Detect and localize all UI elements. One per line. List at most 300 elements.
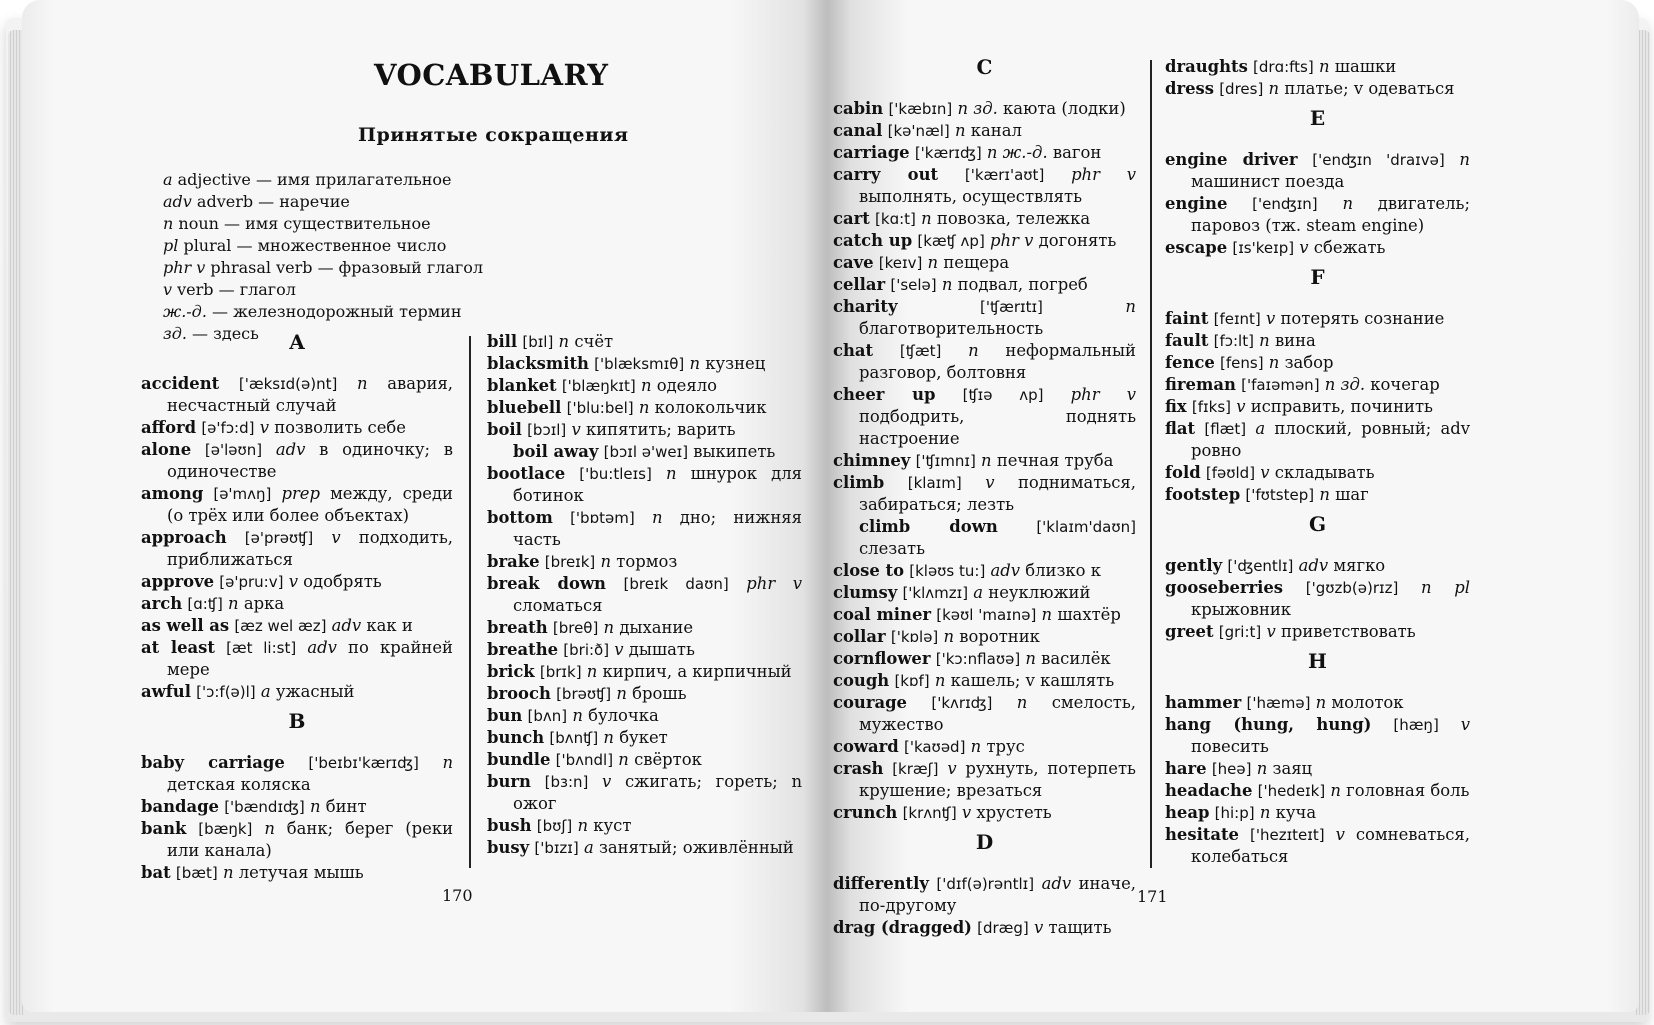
entry-headword: bush [487,816,532,835]
entry-headword: arch [141,594,183,613]
entry-pronunciation: ['enʤɪn 'draɪvə] [1312,151,1445,169]
abbreviation-text: plural — множественное число [178,236,447,255]
entry-pronunciation: [bʌn] [527,707,568,725]
entry-definition: василёк [1041,649,1111,668]
entry-part-of-speech: a [973,583,984,602]
entry-headword: cough [833,671,890,690]
entry-definition: шаг [1335,485,1369,504]
entry-part-of-speech: n [1259,803,1271,822]
entry-definition: позволить себе [274,418,407,437]
entry-part-of-speech: n [577,816,589,835]
entry-definition: слезать [859,539,925,558]
vocab-entry [487,683,802,705]
entry-part-of-speech: v [1460,715,1470,734]
abbreviation-text: verb — глагол [172,280,296,299]
entry-definition: близко к [1025,561,1101,580]
entry-headword: crash [833,759,884,778]
entry-part-of-speech: v [602,772,612,791]
vocab-entry [487,353,802,375]
entry-definition: вина [1274,331,1316,350]
entry-pronunciation: ['kɔ:nflaʊə] [935,650,1021,668]
vocab-entry [1165,484,1470,506]
entry-part-of-speech: phr v [1071,165,1136,184]
entry-definition: дышать [628,640,695,659]
vocab-entry [833,516,1136,560]
entry-pronunciation: [fens] [1220,354,1264,372]
entry-definition: воротник [959,627,1040,646]
entry-pronunciation: [bæŋk] [198,820,253,838]
entry-pronunciation: ['kɒlə] [890,628,939,646]
entry-headword: hammer [1165,693,1242,712]
entry-headword: flat [1165,419,1196,438]
page-number-left: 170 [442,886,473,905]
vocab-entry [141,571,453,593]
entry-pronunciation: [kəʊl 'maɪnə] [936,606,1037,624]
entry-pronunciation: [ɑ:ʧ] [187,595,223,613]
entry-pronunciation: ['bɒtəm] [570,509,635,527]
entry-headword: faint [1165,309,1209,328]
vocab-entry [1165,555,1470,577]
entry-definition: кашель; v кашлять [950,671,1115,690]
vocab-entry [487,419,802,441]
entry-pronunciation: ['dɪf(ə)rəntlɪ] [936,875,1035,893]
entry-pronunciation: ['kʌrɪʤ] [931,694,993,712]
entry-definition: тормоз [616,552,678,571]
entry-headword: drag (dragged) [833,918,972,937]
vocab-entry [141,796,453,818]
abbreviation-text: noun — имя существительное [173,214,431,233]
entry-headword: courage [833,693,907,712]
entry-definition: крыжовник [1191,600,1292,619]
entry-part-of-speech: phr v [990,231,1034,250]
vocab-entry [141,681,453,703]
entry-headword: catch up [833,231,913,250]
entry-part-of-speech: n [1125,297,1136,316]
entry-headword: bandage [141,797,219,816]
entry-part-of-speech: phr v [746,574,802,593]
entry-pronunciation: [kə'næl] [887,122,950,140]
entry-part-of-speech: v [961,803,972,822]
entry-pronunciation: [bɔɪl ə'weɪ] [603,443,689,461]
entry-pronunciation: [bʌnʧ] [549,729,599,747]
vocab-entry [487,463,802,507]
entry-headword: bank [141,819,187,838]
entry-part-of-speech: v [1266,309,1276,328]
entry-definition: догонять [1038,231,1117,250]
entry-definition: рухнуть, потерпеть крушение; врезаться [859,759,1136,800]
entry-pronunciation: [fɔ:lt] [1213,332,1254,350]
entry-definition: одобрять [303,572,382,591]
entry-definition: авария, несчастный случай [167,374,453,415]
entry-headword: cave [833,253,874,272]
vocab-entry [487,837,802,859]
entry-headword: break down [487,574,606,593]
entry-definition: бинт [325,797,367,816]
entry-headword: coward [833,737,899,756]
entry-definition: дыхание [619,618,694,637]
entry-definition: трус [986,737,1025,756]
entry-definition: сомневаться, колебаться [1191,825,1470,866]
entry-part-of-speech: n [1025,649,1036,668]
column-1 [141,331,453,884]
entry-pronunciation: ['faɪəmən] [1241,376,1320,394]
entry-pronunciation: ['klʌmzɪ] [902,584,969,602]
entry-part-of-speech: n [943,627,955,646]
entry-part-of-speech: n [640,376,652,395]
vocab-entry [487,727,802,749]
entry-part-of-speech: adv [990,561,1021,580]
vocab-entry [1165,56,1470,78]
entry-definition: дно; нижняя часть [513,508,802,549]
entry-headword: boil [487,420,522,439]
abbreviation-row [163,301,633,323]
entry-pronunciation: [hæŋ] [1393,716,1439,734]
vocab-entry [487,617,802,639]
vocab-entry [141,527,453,571]
entry-definition: печная труба [996,451,1114,470]
entry-definition: занятый; оживлённый [598,838,794,857]
entry-part-of-speech: n [222,863,234,882]
vocab-entry [1165,802,1470,824]
entry-definition: сломаться [513,596,603,615]
entry-definition: пещера [943,253,1010,272]
vocab-entry [1165,621,1470,643]
entry-part-of-speech: n [309,797,321,816]
entry-definition: хрустеть [976,803,1052,822]
entry-pronunciation: ['blu:bel] [566,399,634,417]
vocab-entry [487,551,802,573]
abbreviation-row [163,213,633,235]
entry-pronunciation: [dres] [1219,80,1264,98]
entry-headword: footstep [1165,485,1241,504]
entry-part-of-speech: v [1236,397,1246,416]
entry-headword: fence [1165,353,1215,372]
entry-part-of-speech: n [1268,79,1280,98]
entry-headword: breath [487,618,548,637]
entry-part-of-speech: n [603,618,615,637]
entry-part-of-speech: v [1299,238,1309,257]
entry-headword: bun [487,706,523,725]
entry-pronunciation: [fɪks] [1191,398,1231,416]
abbreviation-code: pl [163,236,179,255]
column-4 [1165,56,1470,868]
entry-part-of-speech: n [1259,331,1270,350]
section-letter: F [1310,265,1325,289]
vocab-entry [833,296,1136,340]
left-page [22,0,827,1012]
vocab-entry [833,142,1136,164]
vocab-entry [833,340,1136,384]
vocab-entry [1165,78,1470,100]
entry-pronunciation: ['selə] [890,276,937,294]
entry-definition: выкипеть [693,442,776,461]
entry-definition: машинист поезда [1191,172,1345,191]
entry-definition: арка [243,594,285,613]
entry-part-of-speech: n [618,750,629,769]
vocab-entry [833,164,1136,208]
entry-headword: bootlace [487,464,566,483]
vocab-entry [1165,462,1470,484]
entry-headword: bundle [487,750,551,769]
entry-part-of-speech: n [934,671,946,690]
entry-headword: gently [1165,556,1223,575]
entry-pronunciation: [ə'mʌŋ] [213,485,272,503]
entry-definition: сбежать [1313,238,1386,257]
entry-part-of-speech: n [968,341,979,360]
entry-headword: differently [833,874,929,893]
entry-definition: кирпич, a кирпичный [602,662,792,681]
entry-definition: летучая мышь [238,863,364,882]
vocab-entry [833,802,1136,824]
vocab-entry [487,815,802,837]
entry-part-of-speech: n [1315,693,1327,712]
entry-pronunciation: ['blæŋkɪt] [561,377,636,395]
entry-pronunciation: [dræg] [977,919,1029,937]
entry-pronunciation: [bʊʃ] [536,817,573,835]
entry-definition: забор [1284,353,1334,372]
entry-pronunciation: ['hezɪteɪt] [1250,826,1325,844]
entry-headword: hare [1165,759,1207,778]
entry-pronunciation: ['hedeɪk] [1257,782,1326,800]
entry-part-of-speech: v [1266,622,1276,641]
entry-definition: сжигать; гореть; n ожог [513,772,802,813]
entry-definition: кузнец [705,354,766,373]
entry-headword: as well as [141,616,230,635]
entry-pronunciation: [brəʊʧ] [556,685,612,703]
entry-part-of-speech: n [638,398,650,417]
abbreviation-row [163,235,633,257]
entry-pronunciation: [ə'ləʊn] [204,441,263,459]
entry-headword: brake [487,552,540,571]
entry-headword: chimney [833,451,911,470]
entry-part-of-speech: n [1330,781,1341,800]
entry-definition: шнурок для ботинок [513,464,802,505]
entry-definition: подниматься, забираться; лезть [859,473,1136,514]
entry-definition: головная боль [1346,781,1470,800]
entry-definition: повесить [1191,737,1269,756]
vocab-entry [833,230,1136,252]
entry-pronunciation: ['fʊtstep] [1245,486,1315,504]
vocab-entry [833,648,1136,670]
entry-part-of-speech: v [571,420,581,439]
entry-pronunciation: [ʧɪə ʌp] [962,386,1044,404]
entry-definition: одеяло [656,376,717,395]
entry-part-of-speech: n pl [1421,578,1470,597]
entry-headword: carriage [833,143,910,162]
entry-part-of-speech: n [970,737,982,756]
entry-headword: bottom [487,508,553,527]
entry-part-of-speech: n [572,706,583,725]
entry-headword: heap [1165,803,1210,822]
column-divider-right [1150,60,1152,868]
entry-headword: gooseberries [1165,578,1284,597]
entry-part-of-speech: adv [307,638,337,657]
abbreviation-code: зд. [163,324,187,343]
entry-headword: engine driver [1165,150,1298,169]
entry-pronunciation: [fəʊld] [1205,464,1256,482]
entry-headword: cornflower [833,649,931,668]
entry-definition: канал [970,121,1022,140]
entry-pronunciation: [kæʧ ʌp] [917,232,985,250]
vocab-entry [141,615,453,637]
abbreviation-code: v [163,280,173,299]
vocab-entry [1165,149,1470,193]
vocab-entry [487,749,802,771]
vocab-entry [833,670,1136,692]
entry-headword: afford [141,418,197,437]
vocab-entry [1165,824,1470,868]
entry-part-of-speech: adv [1298,556,1329,575]
entry-definition: двигатель; паровоз (тж. steam engine) [1191,194,1470,235]
entry-part-of-speech: n [616,684,627,703]
vocab-entry [1165,780,1470,802]
entry-definition: потерять сознание [1280,309,1445,328]
entry-headword: bat [141,863,171,882]
vocab-entry [833,208,1136,230]
entry-part-of-speech: n [357,374,368,393]
vocab-entry [833,252,1136,274]
vocab-entry [1165,396,1470,418]
vocab-entry [141,862,453,884]
section-letter: A [289,330,305,354]
entry-definition: шашки [1334,57,1397,76]
entry-headword: coal miner [833,605,932,624]
entry-definition: тащить [1048,918,1112,937]
entry-definition: неформальный разговор, болтовня [859,341,1136,382]
entry-part-of-speech: n [1268,353,1280,372]
abbreviation-row [163,279,633,301]
entry-pronunciation: ['ɔ:f(ə)l] [196,683,256,701]
entry-headword: greet [1165,622,1214,641]
entry-pronunciation: [feɪnt] [1213,310,1261,328]
entry-part-of-speech: v [259,418,269,437]
entry-part-of-speech: adv [331,616,362,635]
entry-part-of-speech: n [1041,605,1053,624]
vocab-entry [141,483,453,527]
entry-definition: мягко [1333,556,1386,575]
entry-headword: awful [141,682,191,701]
entry-headword: bluebell [487,398,562,417]
vocab-entry [487,441,802,463]
entry-definition: кипятить; варить [586,420,736,439]
entry-part-of-speech: n [1318,57,1330,76]
entry-part-of-speech: n [921,209,932,228]
entry-headword: alone [141,440,192,459]
entry-pronunciation: [breθ] [552,619,599,637]
vocab-entry [833,274,1136,296]
entry-pronunciation: ['kærɪʤ] [914,144,982,162]
entry-part-of-speech: n [586,662,598,681]
vocab-entry [141,818,453,862]
entry-pronunciation: [breɪk daʊn] [623,575,729,593]
entry-headword: escape [1165,238,1228,257]
entry-definition: заяц [1272,759,1313,778]
entry-headword: cheer up [833,385,936,404]
entry-headword: brick [487,662,535,681]
entry-pronunciation: [bri:ð] [563,641,610,659]
entry-part-of-speech: prep [281,484,320,503]
abbreviations-title: Принятые сокращения [358,124,629,146]
vocab-entry [487,661,802,683]
entry-pronunciation: [æt li:st] [226,639,297,657]
entry-headword: crunch [833,803,898,822]
abbreviation-text: phrasal verb — фразовый глагол [205,258,484,277]
entry-part-of-speech: n [954,121,966,140]
entry-headword: brooch [487,684,551,703]
vocab-entry [833,692,1136,736]
entry-pronunciation: [kləʊs tu:] [909,562,986,580]
entry-part-of-speech: v [1034,918,1044,937]
entry-part-of-speech: adv [1041,874,1072,893]
entry-definition: банк; берег (реки или канала) [167,819,454,860]
entry-definition: детская коляска [167,775,311,794]
abbreviation-text: — железнодорожный термин [206,302,462,321]
vocab-entry [1165,193,1470,237]
vocab-entry [833,450,1136,472]
vocab-entry [833,560,1136,582]
vocab-entry [1165,352,1470,374]
vocab-entry [487,375,802,397]
entry-pronunciation: [ɪs'keɪp] [1232,239,1295,257]
entry-headword: baby carriage [141,753,285,772]
entry-headword: clumsy [833,583,898,602]
entry-pronunciation: [kɒf] [894,672,930,690]
entry-part-of-speech: n [689,354,701,373]
entry-pronunciation: [klaɪm] [907,474,962,492]
entry-headword: among [141,484,204,503]
entry-part-of-speech: phr v [1070,385,1137,404]
entry-pronunciation: [bɔɪl] [527,421,567,439]
entry-headword: breathe [487,640,559,659]
entry-part-of-speech: n [941,275,953,294]
vocab-entry [1165,308,1470,330]
entry-pronunciation: ['enʤɪn] [1252,195,1318,213]
entry-pronunciation: ['bændɪʤ] [224,798,305,816]
entry-part-of-speech: n [981,451,992,470]
vocab-entry [1165,577,1470,621]
vocab-entry [833,582,1136,604]
abbreviation-text: adjective — имя прилагательное [172,170,452,189]
vocab-entry [1165,758,1470,780]
abbreviation-text: — здесь [186,324,259,343]
entry-pronunciation: [gri:t] [1218,623,1262,641]
entry-pronunciation: ['blæksmɪθ] [594,355,685,373]
entry-headword: fix [1165,397,1187,416]
vocab-entry [1165,692,1470,714]
entry-pronunciation: [bɜ:n] [544,773,589,791]
entry-headword: burn [487,772,531,791]
entry-definition: как и [366,616,413,635]
vocab-entry [487,573,802,617]
entry-part-of-speech: a [583,838,594,857]
entry-headword: fireman [1165,375,1236,394]
vocab-entry [487,639,802,661]
entry-headword: cart [833,209,870,228]
column-divider-left [469,336,471,868]
entry-definition: в одиночку; в одиночестве [167,440,453,481]
entry-headword: boil away [513,442,599,461]
entry-pronunciation: [ə'pru:v] [219,573,284,591]
entry-headword: collar [833,627,886,646]
entry-headword: close to [833,561,905,580]
entry-part-of-speech: n [1016,693,1028,712]
entry-headword: fold [1165,463,1201,482]
entry-part-of-speech: v [1335,825,1345,844]
vocab-entry [141,417,453,439]
column-3 [833,56,1136,939]
vocab-entry [833,917,1136,939]
entry-headword: climb down [859,517,998,536]
